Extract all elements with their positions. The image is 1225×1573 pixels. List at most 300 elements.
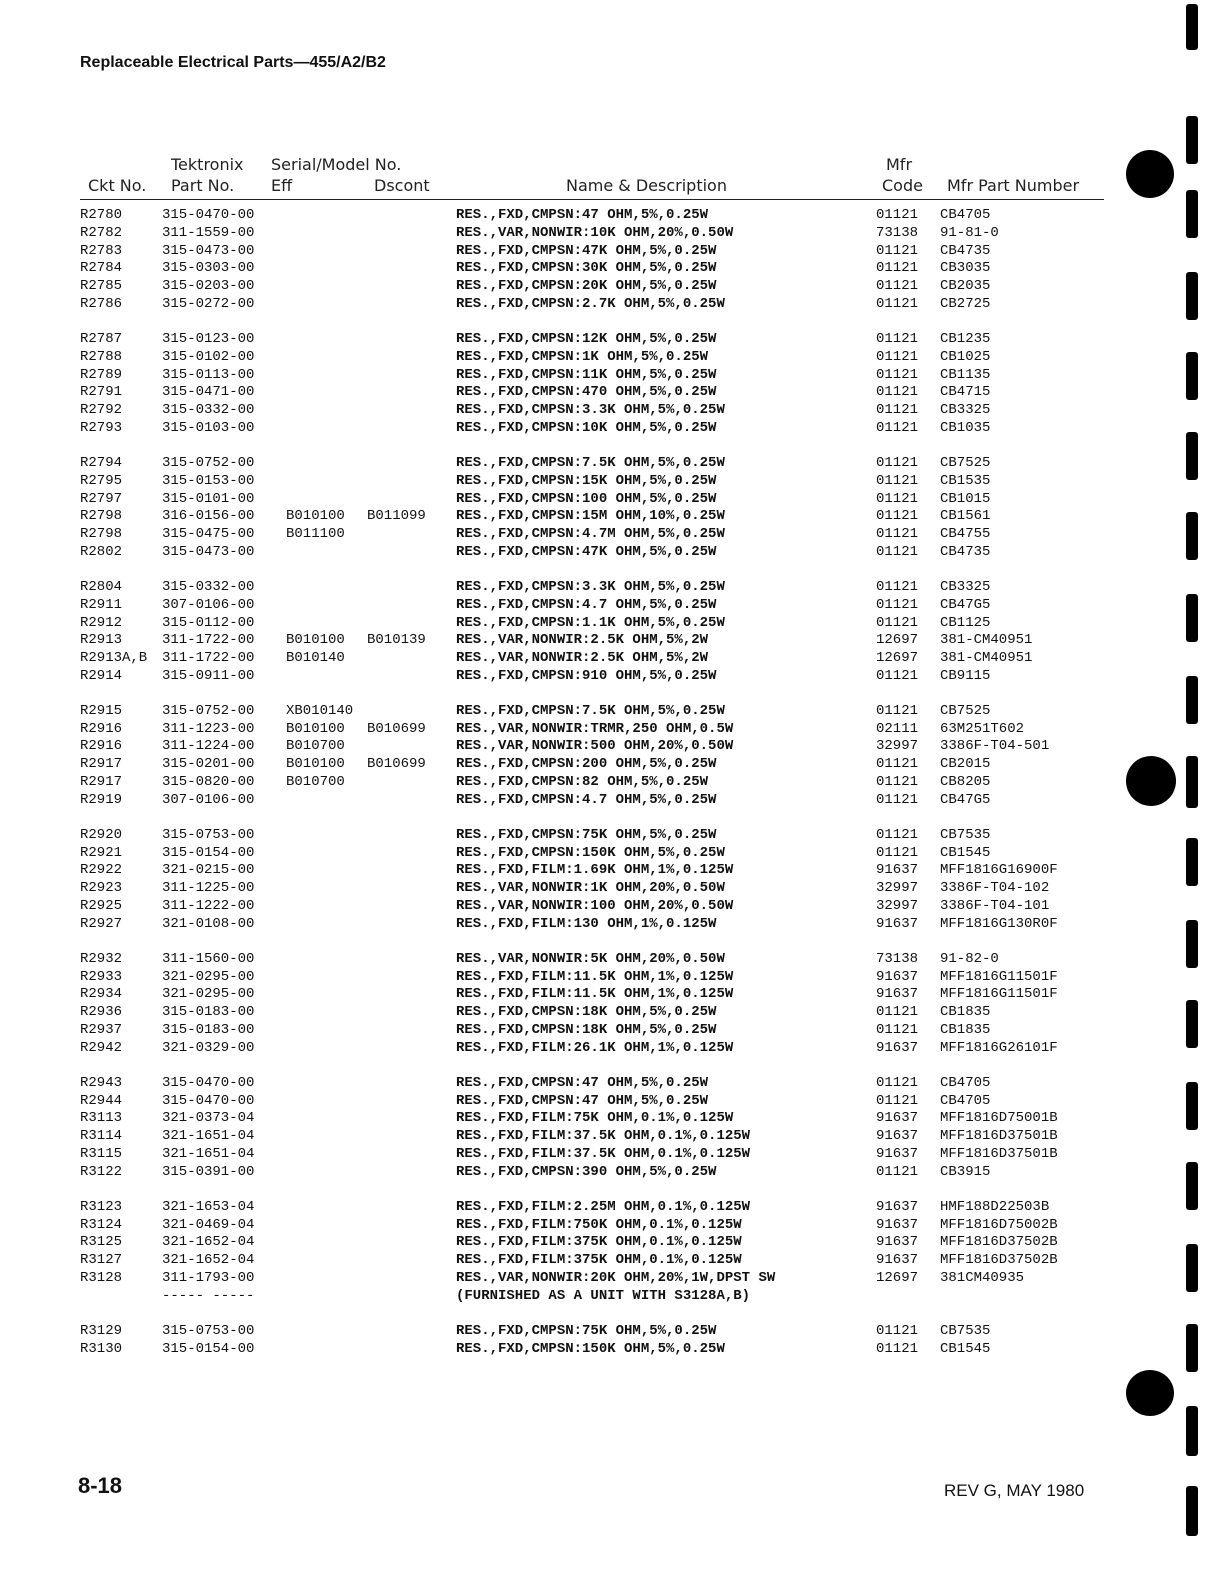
- cell-mfr-part-number: CB2015: [940, 756, 991, 773]
- group-gap: [0, 314, 1225, 331]
- col-serial-model: Serial/Model No.: [271, 155, 402, 174]
- cell-part-no: 311-1559-00: [162, 224, 255, 241]
- cell-ckt-no: R3124: [80, 1216, 123, 1233]
- cell-ckt-no: R2914: [80, 667, 123, 684]
- table-row: [0, 1164, 1225, 1182]
- cell-mfr-part-number: MFF1816G11501F: [940, 986, 1058, 1003]
- cell-part-no: 315-0103-00: [162, 419, 255, 436]
- cell-part-no: 315-0101-00: [162, 490, 255, 507]
- cell-mfr-part-number: CB4705: [940, 207, 991, 223]
- cell-ckt-no: R3129: [80, 1322, 123, 1339]
- cell-ckt-no: R2922: [80, 862, 123, 879]
- group-gap: [0, 1058, 1225, 1075]
- cell-mfr-code: 12697: [876, 632, 919, 649]
- table-row: [0, 597, 1225, 615]
- cell-ckt-no: R2944: [80, 1092, 123, 1109]
- cell-description: RES.,FXD,CMPSN:47 OHM,5%,0.25W: [456, 207, 709, 223]
- cell-mfr-code: 01121: [876, 330, 919, 347]
- cell-mfr-part-number: 3386F-T04-101: [940, 898, 1050, 915]
- cell-ckt-no: R2783: [80, 242, 123, 259]
- table-row: [0, 668, 1225, 686]
- cell-ckt-no: R2782: [80, 224, 123, 241]
- table-row: [0, 1199, 1225, 1217]
- cell-mfr-part-number: CB4735: [940, 242, 991, 259]
- cell-mfr-part-number: CB1835: [940, 1022, 991, 1038]
- cell-mfr-code: 91637: [876, 1145, 919, 1162]
- table-row: [0, 473, 1225, 491]
- punch-hole: [1126, 756, 1176, 806]
- table-row: [0, 721, 1225, 739]
- cell-part-no: 315-0753-00: [162, 1322, 255, 1339]
- col-mfr: Mfr: [886, 155, 913, 174]
- cell-mfr-part-number: CB2725: [940, 295, 991, 312]
- col-part-no: Part No.: [171, 176, 235, 195]
- cell-ckt-no: R2794: [80, 454, 123, 471]
- cell-mfr-code: 01121: [876, 402, 919, 419]
- cell-mfr-part-number: CB3915: [940, 1163, 991, 1180]
- cell-mfr-code: 32997: [876, 880, 919, 897]
- cell-ckt-no: R2802: [80, 543, 123, 560]
- cell-mfr-code: 01121: [876, 526, 919, 543]
- table-row: [0, 1093, 1225, 1111]
- cell-serial-eff: B010100: [286, 632, 345, 649]
- cell-description: RES.,FXD,CMPSN:30K OHM,5%,0.25W: [456, 260, 717, 277]
- cell-mfr-part-number: CB4705: [940, 1092, 991, 1109]
- cell-description: RES.,FXD,CMPSN:7.5K OHM,5%,0.25W: [456, 702, 725, 719]
- cell-ckt-no: R2923: [80, 880, 123, 897]
- cell-part-no: 315-0154-00: [162, 844, 255, 861]
- cell-mfr-part-number: CB7535: [940, 1322, 991, 1339]
- parts-table: [0, 207, 1225, 1358]
- cell-description: RES.,FXD,CMPSN:390 OHM,5%,0.25W: [456, 1163, 717, 1180]
- cell-part-no: 311-1224-00: [162, 738, 255, 755]
- cell-description: RES.,FXD,FILM:26.1K OHM,1%,0.125W: [456, 1039, 734, 1056]
- table-row: [0, 951, 1225, 969]
- cell-mfr-part-number: CB7525: [940, 702, 991, 719]
- cell-description: RES.,FXD,CMPSN:7.5K OHM,5%,0.25W: [456, 454, 725, 471]
- cell-mfr-code: 01121: [876, 614, 919, 631]
- table-row: [0, 331, 1225, 349]
- cell-ckt-no: R2785: [80, 278, 123, 295]
- col-code: Code: [882, 176, 923, 195]
- cell-part-no: 315-0153-00: [162, 472, 255, 489]
- cell-part-no: ----- -----: [162, 1287, 255, 1304]
- binding-mark: [1186, 4, 1198, 50]
- cell-mfr-part-number: 3386F-T04-501: [940, 738, 1050, 755]
- cell-mfr-part-number: CB7535: [940, 826, 991, 843]
- table-row: [0, 455, 1225, 473]
- cell-description: RES.,FXD,CMPSN:3.3K OHM,5%,0.25W: [456, 402, 725, 419]
- cell-ckt-no: R2780: [80, 207, 123, 223]
- cell-mfr-part-number: CB1125: [940, 614, 991, 631]
- table-row: [0, 880, 1225, 898]
- cell-part-no: 321-0329-00: [162, 1039, 255, 1056]
- group-gap: [0, 1306, 1225, 1323]
- cell-mfr-part-number: CB8205: [940, 774, 991, 791]
- cell-description: RES.,FXD,CMPSN:200 OHM,5%,0.25W: [456, 756, 717, 773]
- cell-description: RES.,VAR,NONWIR:1K OHM,20%,0.50W: [456, 880, 725, 897]
- table-row: [0, 579, 1225, 597]
- cell-serial-eff: B010700: [286, 774, 345, 791]
- table-row: [0, 508, 1225, 526]
- cell-part-no: 321-0108-00: [162, 915, 255, 932]
- cell-description: RES.,FXD,CMPSN:4.7 OHM,5%,0.25W: [456, 791, 717, 808]
- cell-ckt-no: R2913A,B: [80, 650, 148, 667]
- cell-mfr-code: 01121: [876, 543, 919, 560]
- cell-part-no: 321-0295-00: [162, 986, 255, 1003]
- cell-mfr-code: 01121: [876, 826, 919, 843]
- cell-mfr-code: 01121: [876, 756, 919, 773]
- cell-mfr-code: 01121: [876, 508, 919, 525]
- cell-ckt-no: R2786: [80, 295, 123, 312]
- cell-description: RES.,FXD,CMPSN:100 OHM,5%,0.25W: [456, 490, 717, 507]
- cell-mfr-part-number: CB3325: [940, 578, 991, 595]
- cell-part-no: 315-0123-00: [162, 330, 255, 347]
- cell-description: RES.,FXD,FILM:750K OHM,0.1%,0.125W: [456, 1216, 742, 1233]
- cell-part-no: 321-1651-04: [162, 1128, 255, 1145]
- table-row: [0, 845, 1225, 863]
- cell-part-no: 315-0183-00: [162, 1022, 255, 1038]
- cell-description: RES.,FXD,FILM:75K OHM,0.1%,0.125W: [456, 1110, 734, 1127]
- cell-mfr-part-number: CB1235: [940, 330, 991, 347]
- cell-part-no: 315-0820-00: [162, 774, 255, 791]
- cell-mfr-code: 01121: [876, 278, 919, 295]
- cell-mfr-part-number: MFF1816G11501F: [940, 968, 1058, 985]
- cell-part-no: 311-1223-00: [162, 720, 255, 737]
- table-row: [0, 1075, 1225, 1093]
- table-row: [0, 402, 1225, 420]
- binding-mark: [1186, 838, 1198, 886]
- table-row: [0, 1252, 1225, 1270]
- cell-part-no: 321-0295-00: [162, 968, 255, 985]
- cell-mfr-part-number: CB7525: [940, 454, 991, 471]
- cell-ckt-no: R2917: [80, 774, 123, 791]
- table-row: [0, 1040, 1225, 1058]
- cell-part-no: 315-0752-00: [162, 454, 255, 471]
- cell-description: RES.,FXD,FILM:37.5K OHM,0.1%,0.125W: [456, 1128, 751, 1145]
- table-row: [0, 243, 1225, 261]
- group-gap: [0, 1182, 1225, 1199]
- cell-mfr-part-number: HMF188D22503B: [940, 1198, 1050, 1215]
- table-row: [0, 260, 1225, 278]
- cell-mfr-part-number: CB1535: [940, 472, 991, 489]
- cell-ckt-no: R2797: [80, 490, 123, 507]
- table-row: [0, 207, 1225, 225]
- cell-part-no: 315-0201-00: [162, 756, 255, 773]
- cell-mfr-code: 12697: [876, 1269, 919, 1286]
- cell-mfr-part-number: CB4715: [940, 384, 991, 401]
- cell-mfr-code: 01121: [876, 791, 919, 808]
- table-row: [0, 1323, 1225, 1341]
- cell-part-no: 315-0475-00: [162, 526, 255, 543]
- table-row: [0, 278, 1225, 296]
- col-name-description: Name & Description: [566, 176, 727, 195]
- cell-mfr-code: 01121: [876, 702, 919, 719]
- cell-part-no: 315-0473-00: [162, 242, 255, 259]
- cell-mfr-code: 01121: [876, 366, 919, 383]
- binding-mark: [1186, 756, 1198, 808]
- table-row: [0, 544, 1225, 562]
- cell-ckt-no: R3114: [80, 1128, 123, 1145]
- col-ckt-no: Ckt No.: [88, 176, 147, 195]
- binding-mark: [1186, 1244, 1198, 1292]
- cell-mfr-code: 91637: [876, 1216, 919, 1233]
- table-row: [0, 1004, 1225, 1022]
- cell-description: RES.,VAR,NONWIR:2.5K OHM,5%,2W: [456, 650, 709, 667]
- table-row: [0, 827, 1225, 845]
- cell-description: RES.,VAR,NONWIR:20K OHM,20%,1W,DPST SW: [456, 1269, 776, 1286]
- table-row: [0, 1146, 1225, 1164]
- table-row: [0, 703, 1225, 721]
- cell-mfr-part-number: CB4755: [940, 526, 991, 543]
- cell-mfr-part-number: 63M251T602: [940, 720, 1025, 737]
- cell-mfr-code: 01121: [876, 419, 919, 436]
- cell-ckt-no: R3130: [80, 1340, 123, 1357]
- col-dscont: Dscont: [374, 176, 430, 195]
- cell-mfr-part-number: CB1025: [940, 348, 991, 365]
- cell-part-no: 311-1222-00: [162, 898, 255, 915]
- cell-ckt-no: R2916: [80, 738, 123, 755]
- cell-mfr-code: 01121: [876, 384, 919, 401]
- page-title: Replaceable Electrical Parts—455/A2/B2: [80, 54, 386, 71]
- cell-part-no: 315-0470-00: [162, 1074, 255, 1091]
- cell-mfr-code: 01121: [876, 260, 919, 277]
- cell-part-no: 311-1722-00: [162, 650, 255, 667]
- cell-description: RES.,VAR,NONWIR:500 OHM,20%,0.50W: [456, 738, 734, 755]
- cell-description: RES.,FXD,CMPSN:47 OHM,5%,0.25W: [456, 1074, 709, 1091]
- cell-ckt-no: R3122: [80, 1163, 123, 1180]
- cell-mfr-code: 73138: [876, 224, 919, 241]
- cell-part-no: 311-1225-00: [162, 880, 255, 897]
- cell-serial-eff: XB010140: [286, 702, 354, 719]
- cell-ckt-no: R2925: [80, 898, 123, 915]
- cell-ckt-no: R3128: [80, 1269, 123, 1286]
- punch-hole: [1126, 1370, 1174, 1416]
- table-row: [0, 367, 1225, 385]
- binding-mark: [1186, 190, 1198, 238]
- cell-mfr-code: 01121: [876, 1322, 919, 1339]
- group-gap: [0, 934, 1225, 951]
- cell-part-no: 315-0183-00: [162, 1004, 255, 1021]
- cell-ckt-no: R3123: [80, 1198, 123, 1215]
- cell-mfr-part-number: CB4705: [940, 1074, 991, 1091]
- cell-ckt-no: R2789: [80, 366, 123, 383]
- cell-mfr-code: 01121: [876, 1092, 919, 1109]
- cell-ckt-no: R2916: [80, 720, 123, 737]
- cell-description: RES.,FXD,CMPSN:18K OHM,5%,0.25W: [456, 1022, 717, 1038]
- col-mfr-part-number: Mfr Part Number: [947, 176, 1080, 195]
- cell-ckt-no: R2927: [80, 915, 123, 932]
- cell-description: RES.,FXD,FILM:2.25M OHM,0.1%,0.125W: [456, 1198, 751, 1215]
- table-row: [0, 225, 1225, 243]
- cell-part-no: 311-1722-00: [162, 632, 255, 649]
- cell-description: RES.,VAR,NONWIR:TRMR,250 OHM,0.5W: [456, 720, 734, 737]
- cell-description: RES.,FXD,FILM:375K OHM,0.1%,0.125W: [456, 1252, 742, 1269]
- page-number: 8-18: [78, 1473, 123, 1498]
- cell-ckt-no: R2913: [80, 632, 123, 649]
- binding-mark: [1186, 352, 1198, 400]
- cell-part-no: 315-0303-00: [162, 260, 255, 277]
- cell-ckt-no: R2942: [80, 1039, 123, 1056]
- table-row: [0, 792, 1225, 810]
- cell-ckt-no: R3125: [80, 1234, 123, 1251]
- table-row: [0, 774, 1225, 792]
- cell-serial-dscont: B010139: [367, 632, 426, 649]
- cell-description: RES.,FXD,CMPSN:75K OHM,5%,0.25W: [456, 826, 717, 843]
- cell-mfr-part-number: CB1135: [940, 366, 991, 383]
- cell-serial-dscont: B010699: [367, 756, 426, 773]
- cell-description: RES.,VAR,NONWIR:2.5K OHM,5%,2W: [456, 632, 709, 649]
- cell-ckt-no: R2798: [80, 526, 123, 543]
- cell-serial-eff: B010140: [286, 650, 345, 667]
- cell-mfr-part-number: MFF1816D37501B: [940, 1128, 1058, 1145]
- cell-mfr-part-number: MFF1816G26101F: [940, 1039, 1058, 1056]
- table-row: [0, 349, 1225, 367]
- cell-part-no: 311-1560-00: [162, 950, 255, 967]
- cell-mfr-part-number: 91-82-0: [940, 950, 999, 967]
- col-eff: Eff: [271, 176, 293, 195]
- cell-mfr-part-number: CB1835: [940, 1004, 991, 1021]
- binding-mark: [1186, 1162, 1198, 1210]
- cell-part-no: 321-1651-04: [162, 1145, 255, 1162]
- table-row: [0, 1288, 1225, 1306]
- cell-mfr-code: 01121: [876, 774, 919, 791]
- cell-part-no: 315-0113-00: [162, 366, 255, 383]
- cell-description: RES.,FXD,CMPSN:18K OHM,5%,0.25W: [456, 1004, 717, 1021]
- cell-part-no: 315-0272-00: [162, 295, 255, 312]
- cell-mfr-code: 01121: [876, 844, 919, 861]
- binding-mark: [1186, 1486, 1198, 1536]
- cell-mfr-code: 01121: [876, 295, 919, 312]
- cell-mfr-code: 91637: [876, 1110, 919, 1127]
- table-row: [0, 632, 1225, 650]
- cell-part-no: 315-0332-00: [162, 578, 255, 595]
- cell-mfr-code: 01121: [876, 1004, 919, 1021]
- group-gap: [0, 438, 1225, 455]
- table-row: [0, 986, 1225, 1004]
- cell-mfr-code: 01121: [876, 1163, 919, 1180]
- cell-mfr-part-number: CB1015: [940, 490, 991, 507]
- cell-part-no: 321-1653-04: [162, 1198, 255, 1215]
- cell-description: RES.,FXD,CMPSN:47K OHM,5%,0.25W: [456, 242, 717, 259]
- cell-mfr-part-number: MFF1816D75001B: [940, 1110, 1058, 1127]
- cell-ckt-no: R2933: [80, 968, 123, 985]
- cell-description: RES.,FXD,CMPSN:12K OHM,5%,0.25W: [456, 330, 717, 347]
- cell-mfr-code: 12697: [876, 650, 919, 667]
- cell-description: RES.,FXD,CMPSN:150K OHM,5%,0.25W: [456, 844, 725, 861]
- binding-mark: [1186, 1324, 1198, 1372]
- cell-description: RES.,FXD,FILM:37.5K OHM,0.1%,0.125W: [456, 1145, 751, 1162]
- table-row: [0, 916, 1225, 934]
- cell-serial-eff: B010100: [286, 756, 345, 773]
- cell-mfr-code: 01121: [876, 578, 919, 595]
- cell-mfr-part-number: CB2035: [940, 278, 991, 295]
- cell-description: RES.,VAR,NONWIR:100 OHM,20%,0.50W: [456, 898, 734, 915]
- cell-description: RES.,FXD,CMPSN:15M OHM,10%,0.25W: [456, 508, 725, 525]
- cell-mfr-code: 01121: [876, 242, 919, 259]
- cell-mfr-part-number: MFF1816D37502B: [940, 1234, 1058, 1251]
- cell-ckt-no: R2936: [80, 1004, 123, 1021]
- cell-mfr-code: 91637: [876, 1198, 919, 1215]
- cell-description: RES.,FXD,CMPSN:47K OHM,5%,0.25W: [456, 543, 717, 560]
- cell-mfr-part-number: CB1561: [940, 508, 991, 525]
- binding-mark: [1186, 1082, 1198, 1130]
- cell-part-no: 315-0753-00: [162, 826, 255, 843]
- cell-mfr-code: 91637: [876, 1234, 919, 1251]
- cell-part-no: 315-0752-00: [162, 702, 255, 719]
- cell-mfr-code: 32997: [876, 738, 919, 755]
- cell-description: (FURNISHED AS A UNIT WITH S3128A,B): [456, 1287, 751, 1304]
- cell-mfr-part-number: CB47G5: [940, 791, 991, 808]
- cell-part-no: 307-0106-00: [162, 791, 255, 808]
- cell-mfr-code: 01121: [876, 207, 919, 223]
- cell-ckt-no: R2921: [80, 844, 123, 861]
- cell-serial-eff: B011100: [286, 526, 345, 543]
- cell-mfr-code: 01121: [876, 472, 919, 489]
- cell-mfr-code: 91637: [876, 968, 919, 985]
- table-row: [0, 615, 1225, 633]
- group-gap: [0, 810, 1225, 827]
- cell-description: RES.,FXD,CMPSN:20K OHM,5%,0.25W: [456, 278, 717, 295]
- cell-mfr-part-number: CB9115: [940, 667, 991, 684]
- cell-mfr-part-number: CB3035: [940, 260, 991, 277]
- cell-description: RES.,FXD,CMPSN:75K OHM,5%,0.25W: [456, 1322, 717, 1339]
- cell-part-no: 321-0373-04: [162, 1110, 255, 1127]
- binding-mark: [1186, 432, 1198, 480]
- cell-part-no: 315-0203-00: [162, 278, 255, 295]
- cell-mfr-code: 91637: [876, 1128, 919, 1145]
- cell-mfr-code: 32997: [876, 898, 919, 915]
- cell-part-no: 321-0469-04: [162, 1216, 255, 1233]
- cell-mfr-part-number: MFF1816D37502B: [940, 1252, 1058, 1269]
- cell-serial-dscont: B010699: [367, 720, 426, 737]
- cell-serial-eff: B010100: [286, 720, 345, 737]
- cell-description: RES.,FXD,CMPSN:2.7K OHM,5%,0.25W: [456, 295, 725, 312]
- table-row: [0, 862, 1225, 880]
- cell-mfr-code: 91637: [876, 1252, 919, 1269]
- cell-mfr-part-number: CB1545: [940, 844, 991, 861]
- cell-description: RES.,FXD,CMPSN:15K OHM,5%,0.25W: [456, 472, 717, 489]
- cell-ckt-no: R2791: [80, 384, 123, 401]
- cell-ckt-no: R3113: [80, 1110, 123, 1127]
- cell-part-no: 321-0215-00: [162, 862, 255, 879]
- cell-description: RES.,FXD,CMPSN:4.7 OHM,5%,0.25W: [456, 596, 717, 613]
- cell-part-no: 315-0470-00: [162, 1092, 255, 1109]
- cell-ckt-no: R2920: [80, 826, 123, 843]
- table-row: [0, 1341, 1225, 1359]
- table-row: [0, 1022, 1225, 1040]
- cell-mfr-code: 73138: [876, 950, 919, 967]
- cell-part-no: 315-0154-00: [162, 1340, 255, 1357]
- cell-part-no: 321-1652-04: [162, 1252, 255, 1269]
- binding-mark: [1186, 594, 1198, 642]
- binding-mark: [1186, 512, 1198, 560]
- table-row: [0, 296, 1225, 314]
- cell-description: RES.,FXD,CMPSN:82 OHM,5%,0.25W: [456, 774, 709, 791]
- binding-mark: [1186, 676, 1198, 724]
- cell-serial-eff: B010100: [286, 508, 345, 525]
- binding-mark: [1186, 1000, 1198, 1048]
- table-row: [0, 969, 1225, 987]
- cell-ckt-no: R3115: [80, 1145, 123, 1162]
- cell-ckt-no: R2937: [80, 1022, 123, 1038]
- cell-description: RES.,FXD,CMPSN:4.7M OHM,5%,0.25W: [456, 526, 725, 543]
- cell-mfr-part-number: 3386F-T04-102: [940, 880, 1050, 897]
- cell-description: RES.,FXD,FILM:375K OHM,0.1%,0.125W: [456, 1234, 742, 1251]
- binding-mark: [1186, 116, 1198, 164]
- cell-description: RES.,FXD,CMPSN:1K OHM,5%,0.25W: [456, 348, 709, 365]
- cell-ckt-no: R3127: [80, 1252, 123, 1269]
